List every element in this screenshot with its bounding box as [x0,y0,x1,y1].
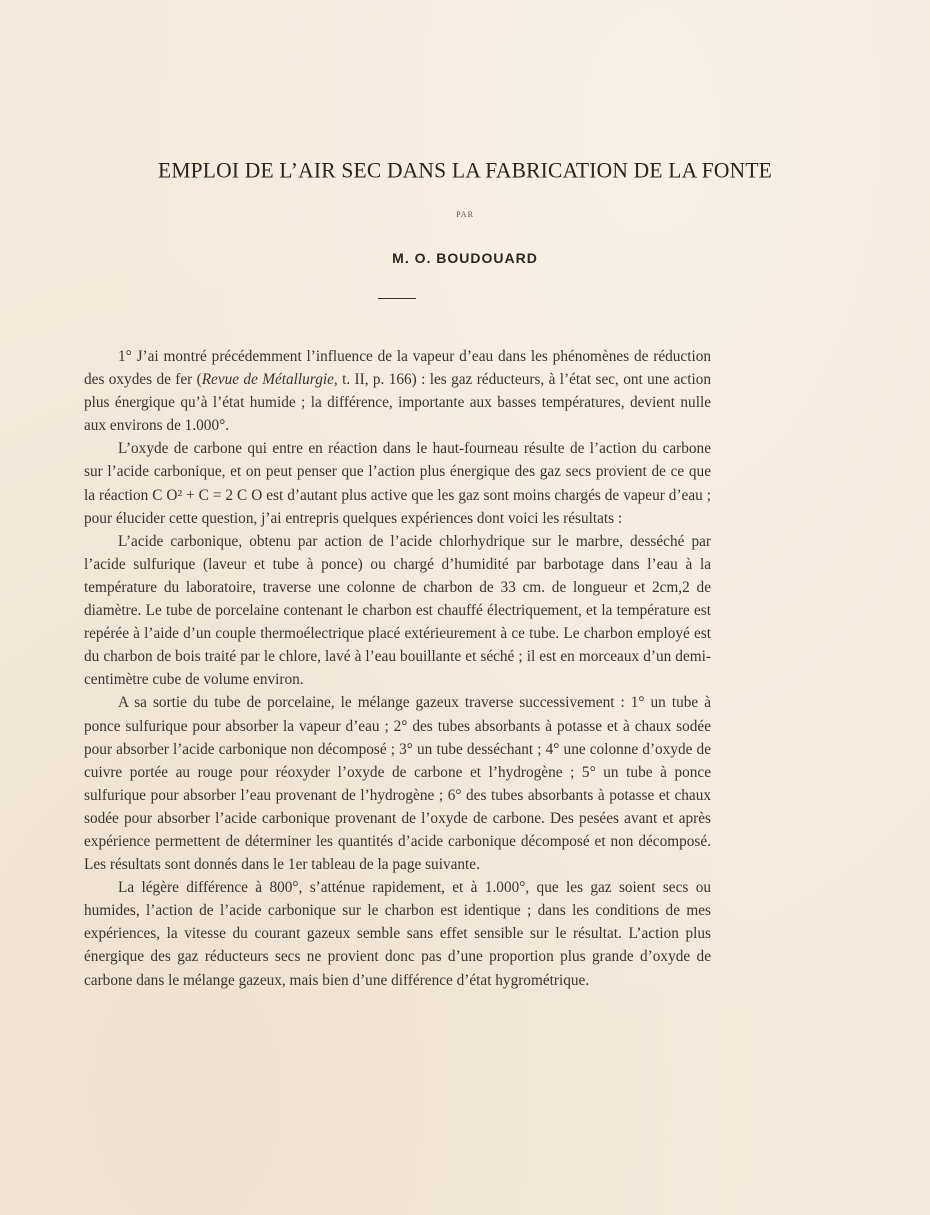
paragraph-2: L’oxyde de carbone qui entre en réaction dans le haut-fourneau résulte de l’action du carbone sur l’acide carbonique, et on peut penser que l’action plus énergique des gaz secs provient de ce que la réaction C O² + C = 2 C O est d’autant plus active que les gaz sont moins chargés de vapeur d’eau ; pour élucider cette question, j’ai entrepris quelques expériences dont voici les résultats : [84,440,711,527]
paragraph-1: 1° J’ai montré précédemment l’influence de la vapeur d’eau dans les phénomènes de réduction des oxydes de fer (Revue de Métallurgie, t. II, p. 166) : les gaz réducteurs, à l’état sec, ont une action plus énergique qu’à l’état humide ; la différence, importante aux basses températures, devient nulle aux environs de 1.000°. [84,348,711,435]
journal-citation: Revue de Métallurgie [201,371,334,389]
paragraph-5: La légère différence à 800°, s’atténue rapidement, et à 1.000°, que les gaz soient secs ou humides, l’action de l’acide carbonique sur le charbon est identique ; dans les conditions de mes expériences, la vitesse du courant gazeux semble sans effet sensible sur le résultat. L’action plus énergique des gaz réducteurs secs ne provient donc pas d’une proportion plus grande d’oxyde de carbone dans le mélange gazeux, mais bien d’une différence d’état hygrométrique. [84,879,711,989]
article-body [84,345,711,992]
paragraph-3: L’acide carbonique, obtenu par action de l’acide chlorhydrique sur le marbre, desséché par l’acide sulfurique (laveur et tube à ponce) ou chargé d’humidité par barbotage dans l’eau à la température du laboratoire, traverse une colonne de charbon de 33 cm. de longueur et 2cm,2 de diamètre. Le tube de porcelaine contenant le charbon est chauffé électriquement, et la température est repérée à l’aide d’un couple thermoélectrique placé extérieurement à ce tube. Le charbon employé est du charbon de bois traité par le chlore, lavé à l’eau bouillante et séché ; il est en morceaux d’un demi-centimètre cube de volume environ. [84,532,711,689]
by-label: PAR [456,210,474,219]
title-divider [378,298,416,299]
paragraph-4: A sa sortie du tube de porcelaine, le mélange gazeux traverse successivement : 1° un tube à ponce sulfurique pour absorber la vapeur d’eau ; 2° des tubes absorbants à potasse et à chaux sodée pour absorber l’acide carbonique non décomposé ; 3° un tube desséchant ; 4° une colonne d’oxyde de cuivre portée au rouge pour réoxyder l’oxyde de carbone et l’hydrogène ; 5° un tube à ponce sulfurique pour absorber l’eau provenant de l’hydrogène ; 6° des tubes absorbants à potasse et chaux sodée pour absorber l’acide carbonique provenant de l’oxyde de carbone. Des pesées avant et après expérience permettent de déterminer les quantités d’acide carbonique décomposé et non décomposé. Les résultats sont donnés dans le 1er tableau de la page suivante. [84,694,711,874]
article-title: EMPLOI DE L’AIR SEC DANS LA FABRICATION DE LA FONTE [157,157,773,183]
author-name: M. O. BOUDOUARD [392,250,538,266]
